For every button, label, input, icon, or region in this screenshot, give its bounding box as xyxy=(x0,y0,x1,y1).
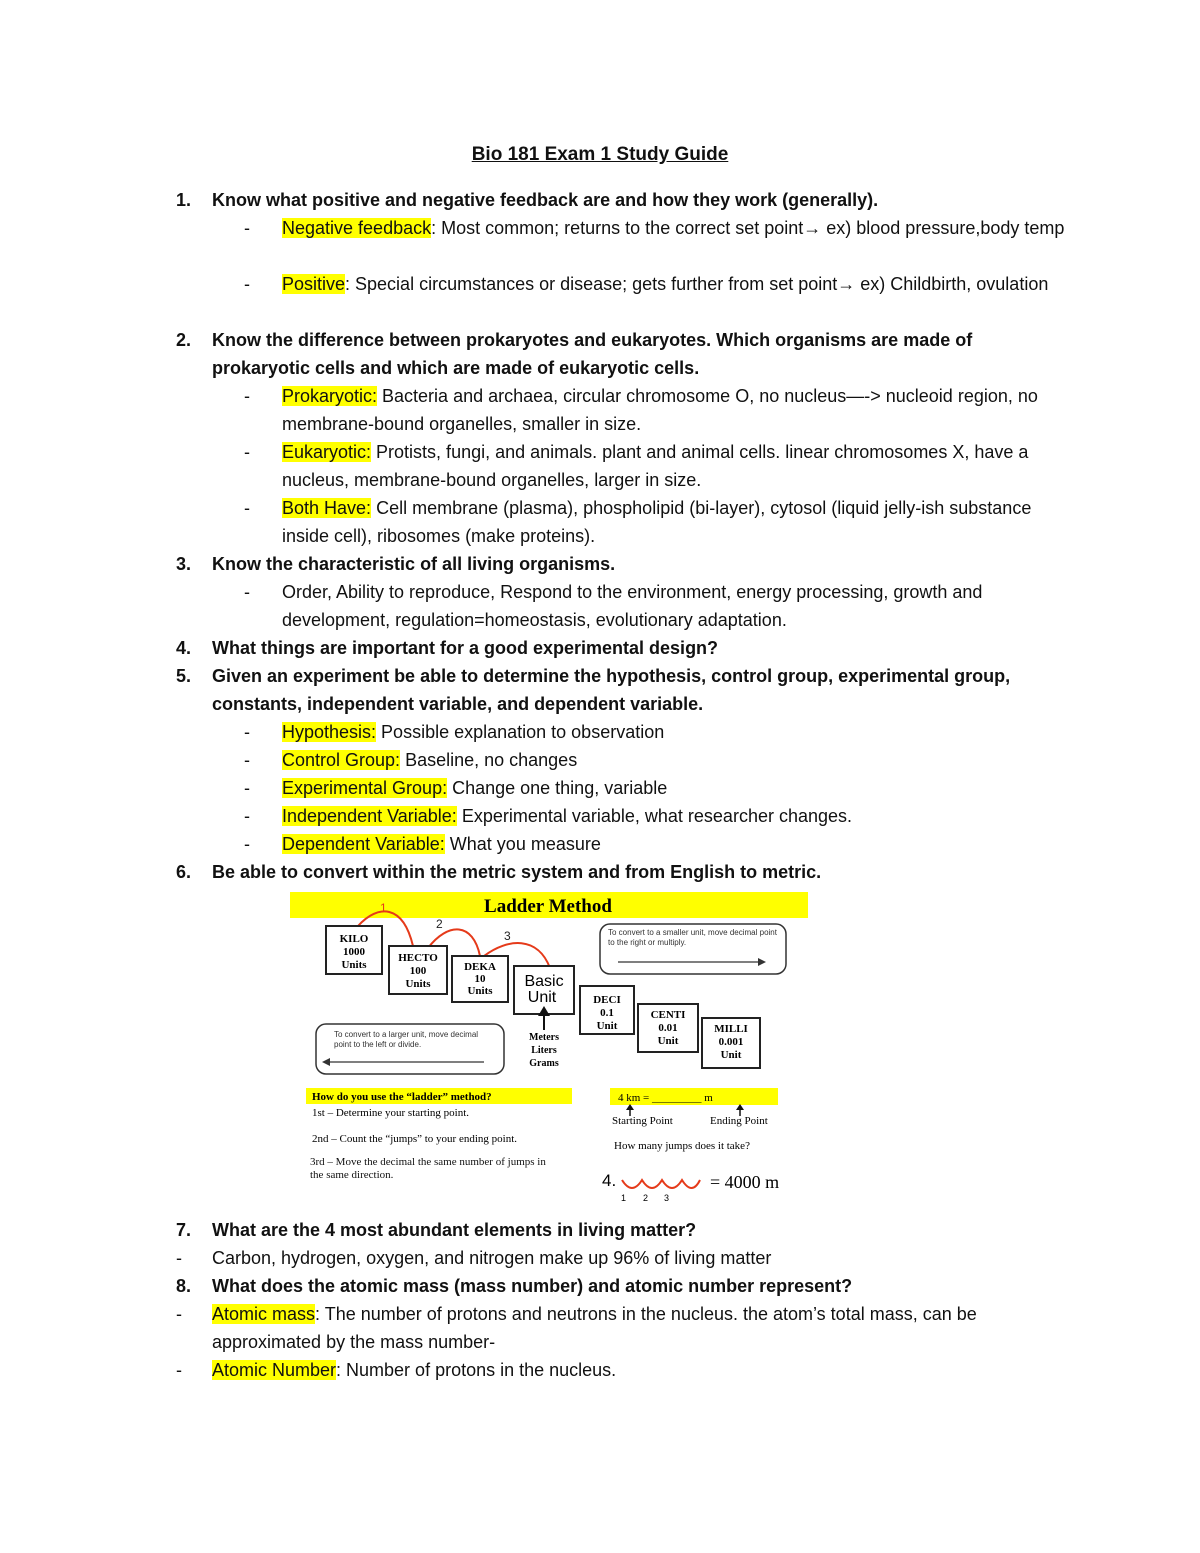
question-text: Given an experiment be able to determine the hypothesis, control group, experimental group, constants, independent variable, and dependent variable. xyxy=(212,666,1011,714)
smaller-unit-text: To convert to a smaller unit, move decimal point to the right or multiply. xyxy=(608,928,777,947)
ladder-title: Ladder Method xyxy=(484,896,612,917)
step-value: 10 xyxy=(474,973,486,985)
step-name: MILLI xyxy=(714,1023,748,1035)
step-value: 100 xyxy=(409,965,427,977)
definition-text: : Most common; returns to the correct set point→ ex) blood pressure,body temp xyxy=(431,218,1065,238)
question-number: 6. xyxy=(176,862,192,882)
definition-text: : Number of protons in the nucleus. xyxy=(336,1360,617,1380)
step-unit: Units xyxy=(467,985,493,997)
jump-waves xyxy=(622,1180,700,1188)
question-text: What are the 4 most abundant elements in living matter? xyxy=(212,1220,697,1240)
result-start: 4. xyxy=(602,1171,617,1190)
jump-label-1: 1 xyxy=(380,901,387,915)
step-unit: Units xyxy=(405,978,431,990)
how-step-1: 1st – Determine your starting point. xyxy=(312,1107,470,1119)
definition-text: Possible explanation to observation xyxy=(376,722,665,742)
ending-point-label: Ending Point xyxy=(710,1115,768,1127)
step-value: 0.001 xyxy=(718,1036,744,1048)
term-negative-feedback: Negative feedback xyxy=(282,218,432,238)
ladder-method-diagram xyxy=(288,890,812,1206)
question-text: What things are important for a good experimental design? xyxy=(212,638,719,658)
step-value: 1000 xyxy=(343,946,365,958)
basic-unit-meters: Meters xyxy=(529,1032,559,1043)
jump-label-3: 3 xyxy=(504,929,511,943)
definition-text: Baseline, no changes xyxy=(400,750,578,770)
definition-text: : The number of protons and neutrons in the nucleus. the atom’s total mass, can be approximated by the mass number- xyxy=(212,1304,977,1352)
question-number: 7. xyxy=(176,1220,192,1240)
term-atomic-mass: Atomic mass xyxy=(212,1304,316,1324)
wave-num-1: 1 xyxy=(621,1193,627,1203)
question-text: Be able to convert within the metric system and from English to metric. xyxy=(212,862,822,882)
step-value: 0.1 xyxy=(600,1007,614,1019)
jumps-question: How many jumps does it take? xyxy=(614,1140,750,1152)
step-unit: Units xyxy=(341,959,367,971)
basic-unit-grams: Grams xyxy=(529,1058,559,1069)
definition-text: Bacteria and archaea, circular chromosome O, no nucleus—-> nucleoid region, no membrane-bound organelles, smaller in size. xyxy=(282,386,1038,434)
definition-text: Change one thing, variable xyxy=(447,778,668,798)
question-number: 2. xyxy=(176,330,192,350)
step-name: KILO xyxy=(339,933,369,945)
question-number: 4. xyxy=(176,638,192,658)
step-name: CENTI xyxy=(650,1009,686,1021)
question-text: What does the atomic mass (mass number) and atomic number represent? xyxy=(212,1276,853,1296)
step-name: DEKA xyxy=(464,961,496,973)
definition-text: Protists, fungi, and animals. plant and animal cells. linear chromosomes X, have a nucleus, membrane-bound organelles, larger in size. xyxy=(282,442,1029,490)
basic-unit-liters: Liters xyxy=(531,1045,557,1056)
step-name: HECTO xyxy=(398,952,438,964)
characteristics-text: Order, Ability to reproduce, Respond to the environment, energy processing, growth and development, regulation=homeostasis, evolutionary adaptation. xyxy=(282,582,983,630)
term-positive: Positive xyxy=(282,274,346,294)
jump-label-2: 2 xyxy=(436,917,443,931)
term-control-group: Control Group: xyxy=(282,750,401,770)
definition-text: Experimental variable, what researcher changes. xyxy=(456,806,853,826)
term-independent-variable: Independent Variable: xyxy=(282,806,457,826)
example-header: 4 km = _________ m xyxy=(618,1092,713,1104)
question-text: Know what positive and negative feedback are and how they work (generally). xyxy=(212,190,879,210)
term-experimental-group: Experimental Group: xyxy=(282,778,448,798)
definition-text: Cell membrane (plasma), phospholipid (bi-layer), cytosol (liquid jelly-ish substance inside cell), ribosomes (make proteins). xyxy=(282,498,1032,546)
how-step-3: 3rd – Move the decimal the same number of jumps in the same direction. xyxy=(310,1156,546,1181)
step-name: Basic xyxy=(524,973,564,990)
step-unit: Unit xyxy=(657,1035,679,1047)
starting-point-label: Starting Point xyxy=(612,1115,673,1127)
result-end: = 4000 m xyxy=(710,1172,780,1192)
definition-text: : Special circumstances or disease; gets further from set point→ ex) Childbirth, ovulation xyxy=(345,274,1049,294)
question-number: 1. xyxy=(176,190,192,210)
step-value: 0.01 xyxy=(658,1022,678,1034)
wave-num-2: 2 xyxy=(643,1193,649,1203)
definition-text: What you measure xyxy=(444,834,601,854)
how-title: How do you use the “ladder” method? xyxy=(312,1091,492,1103)
question-text: Know the difference between prokaryotes and eukaryotes. Which organisms are made of prokaryotic cells and which are made of eukaryotic cells. xyxy=(212,330,973,378)
step-unit: Unit xyxy=(596,1020,618,1032)
elements-text: Carbon, hydrogen, oxygen, and nitrogen make up 96% of living matter xyxy=(212,1248,772,1268)
document-page: Bio 181 Exam 1 Study Guide 1. Know what positive and negative feedback are and how they work (generally). - Negative feedback: Most common; returns to the correct set point→ ex) blood pressure,body temp - Positive: Special circumstances or disease; gets further from set point→ ex) Childbirth, ovulation 2. Know the difference between prokaryotes and eukaryotes. Which organisms are made of prokaryotic cells and which are made of eukaryotic cells. - Prokaryotic: Bacteria and archaea, circular chromosome O, no nucleus—-> nucleoid region, no membrane-bound organelles, smaller in size. - Eukaryotic: Protists, fungi, and animals. plant and animal cells. linear chromosomes X, have a nucleus, membrane-bound organelles, larger in size. - Both Have: Cell membrane (plasma), phospholipid (bi-layer), cytosol (liquid jelly-ish substance inside cell), ribosomes (make proteins). 3. Know the characteristic of all living organisms. - Order, Ability to reproduce, Respond to the environment, energy processing, growth and development, regulation=homeostasis, evolutionary adaptation. 4. What things are important for a good experimental design? 5. Given an experiment be able to determine the hypothesis, control group, experimental group, constants, independent variable, and dependent variable. - Hypothesis: Possible explanation to observation - Control Group: Baseline, no changes - Experimental Group: Change one thing, variable - Independent Variable: Experimental variable, what researcher changes. - Dependent Variable: What you measure 6. Be able to convert within the metric system and from English to metric. Ladder Method 1 2 3 KILO 1000 Units HECTO 100 Units DEKA 10 Units Basic Unit Meters Liters Grams DECI 0.1 Unit CENTI 0.01 Unit MILLI 0.001 Unit To convert to a smaller unit, move decimal point to the right or multiply. To convert to a larger unit, move decimal point to the left or divide. How do you use the “ladder” method? 1st – Determine your starting point. 2nd – Count the “jumps” to your ending point. 3rd – Move the decimal the same number of jumps in the same direction. 4 km = _________ m Starting Point Ending Point How many jumps does it take? 4. 1 2 3 = 4000 m 7. What are the 4 most abundant elements in living matter? - Carbon, hydrogen, oxygen, and nitrogen make up 96% of living matter 8. What does the atomic mass (mass number) and atomic number represent? - Atomic mass: The number of protons and neutrons in the nucleus. the atom’s total mass, can be approximated by the mass number- - Atomic Number: Number of protons in the nucleus. xyxy=(0,0,1200,1553)
step-name: DECI xyxy=(593,994,621,1006)
term-hypothesis: Hypothesis: xyxy=(282,722,377,742)
how-step-2: 2nd – Count the “jumps” to your ending point. xyxy=(312,1133,518,1145)
term-eukaryotic: Eukaryotic: xyxy=(282,442,372,462)
step-value: Unit xyxy=(527,989,557,1006)
term-dependent-variable: Dependent Variable: xyxy=(282,834,445,854)
term-prokaryotic: Prokaryotic: xyxy=(282,386,378,406)
page-title: Bio 181 Exam 1 Study Guide xyxy=(471,144,729,165)
larger-unit-text: To convert to a larger unit, move decimal point to the left or divide. xyxy=(334,1030,479,1049)
question-text: Know the characteristic of all living organisms. xyxy=(212,554,616,574)
wave-num-3: 3 xyxy=(664,1193,670,1203)
step-unit: Unit xyxy=(720,1049,742,1061)
term-atomic-number: Atomic Number xyxy=(212,1360,337,1380)
question-number: 8. xyxy=(176,1276,192,1296)
question-number: 5. xyxy=(176,666,192,686)
term-both-have: Both Have: xyxy=(282,498,372,518)
question-number: 3. xyxy=(176,554,192,574)
